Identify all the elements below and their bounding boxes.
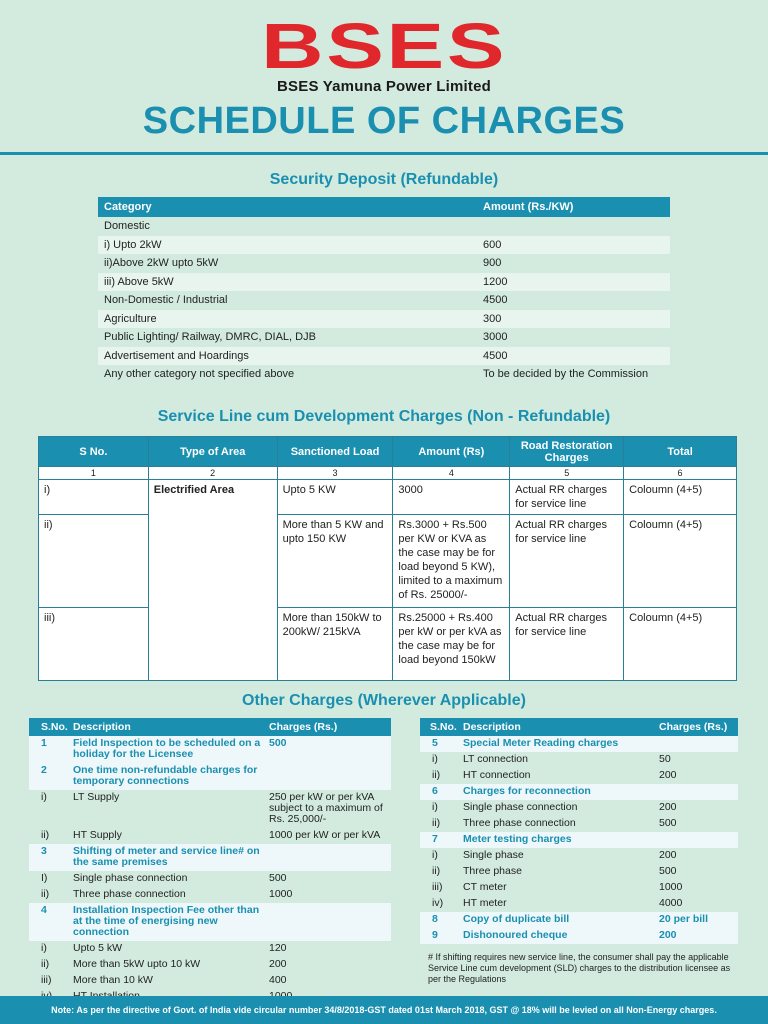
list-item xyxy=(29,844,391,871)
cell-amount: Rs.25000 + Rs.400 per kW or per kVA as the case may be for load beyond 150kW xyxy=(393,608,510,681)
company-logo xyxy=(0,10,768,95)
item-description: LT connection xyxy=(463,753,528,765)
item-description: Three phase connection xyxy=(463,817,576,829)
header-charges: Charges (Rs.) xyxy=(659,721,728,733)
item-number: ii) xyxy=(432,865,441,877)
list-item xyxy=(29,763,391,790)
cell-category: Domestic xyxy=(104,220,150,233)
header-charges: Charges (Rs.) xyxy=(269,721,338,733)
item-number: 2 xyxy=(41,764,47,776)
cell-load: Upto 5 KW xyxy=(277,480,393,515)
item-description: Copy of duplicate bill xyxy=(463,913,570,925)
item-description: HT connection xyxy=(463,769,531,781)
list-item xyxy=(420,832,738,848)
list-item xyxy=(29,887,391,903)
security-deposit-heading: Security Deposit (Refundable) xyxy=(269,171,499,188)
header-load: Sanctioned Load xyxy=(277,437,393,467)
item-number: i) xyxy=(41,942,47,954)
item-charge: 1000 per kW or per kVA xyxy=(269,829,381,841)
list-item xyxy=(29,903,391,941)
list-item xyxy=(29,736,391,763)
list-item xyxy=(420,784,738,800)
list-item xyxy=(420,864,738,880)
table-row xyxy=(98,310,670,329)
footnote: # If shifting requires new service line, the consumer shall pay the applicable Service Line cum development (SLD) charges to the distribution licensee as per the Regulations xyxy=(428,952,731,984)
list-item xyxy=(29,828,391,844)
item-charge: 500 xyxy=(269,872,287,884)
table-row xyxy=(98,291,670,310)
table-row xyxy=(39,608,737,681)
item-description: Three phase xyxy=(463,865,522,877)
brand-logo-text: BSES xyxy=(260,10,508,82)
table-row xyxy=(98,217,670,236)
cell-category: Non-Domestic / Industrial xyxy=(104,294,228,307)
table-header xyxy=(39,437,737,467)
header-amount: Amount (Rs) xyxy=(393,437,510,467)
list-item xyxy=(420,752,738,768)
item-number: ii) xyxy=(41,958,50,970)
cell-category: Any other category not specified above xyxy=(104,368,295,381)
column-number: 2 xyxy=(148,467,277,480)
service-line-heading: Service Line cum Development Charges (Non - Refundable) xyxy=(157,408,611,425)
cell-amount: 300 xyxy=(483,312,502,325)
gst-note-bar xyxy=(0,996,768,1024)
left-rows xyxy=(29,736,391,1005)
header-description: Description xyxy=(463,721,521,733)
table-row xyxy=(39,515,737,608)
table-row xyxy=(39,480,737,515)
cell-amount: 4500 xyxy=(483,294,508,307)
item-description: Single phase connection xyxy=(73,872,188,884)
cell-sno: i) xyxy=(39,480,149,515)
title-divider xyxy=(0,152,768,155)
item-description: Charges for reconnection xyxy=(463,785,591,797)
cell-category: iii) Above 5kW xyxy=(104,275,174,288)
column-numbers xyxy=(39,467,737,480)
cell-amount: 1200 xyxy=(483,275,508,288)
cell-amount: Rs.3000 + Rs.500 per KW or KVA as the case may be for load beyond 5 KW), limited to a maximum of Rs. 25000/- xyxy=(393,515,510,608)
item-description: Single phase connection xyxy=(463,801,578,813)
page-title: SCHEDULE OF CHARGES xyxy=(142,100,626,142)
item-number: i) xyxy=(432,849,438,861)
list-item xyxy=(29,941,391,957)
item-charge: 200 xyxy=(659,801,677,813)
item-number: ii) xyxy=(41,829,50,841)
right-rows xyxy=(420,736,738,944)
item-description: Three phase connection xyxy=(73,888,186,900)
cell-amount: 600 xyxy=(483,238,502,251)
cell-amount: To be decided by the Commission xyxy=(483,368,649,381)
item-number: 9 xyxy=(432,929,438,941)
item-description: Shifting of meter and service line# on the same premises xyxy=(73,845,260,868)
cell-rr: Actual RR charges for service line xyxy=(510,608,624,681)
item-charge: 20 per bill xyxy=(659,913,709,925)
item-charge: 200 xyxy=(659,769,677,781)
other-charges-right-table xyxy=(420,718,738,944)
item-description: CT meter xyxy=(463,881,507,893)
cell-category: i) Upto 2kW xyxy=(104,238,162,251)
cell-sno: ii) xyxy=(39,515,149,608)
item-charge: 4000 xyxy=(659,897,683,909)
item-description: Field Inspection to be scheduled on a holiday for the Licensee xyxy=(73,737,261,760)
table-row xyxy=(98,236,670,255)
item-number: i) xyxy=(41,791,47,803)
item-number: ii) xyxy=(41,888,50,900)
item-number: i) xyxy=(432,753,438,765)
header-road-restoration: Road Restoration Charges xyxy=(510,437,624,467)
item-number: 3 xyxy=(41,845,47,857)
item-description: Meter testing charges xyxy=(463,833,572,845)
list-item xyxy=(420,816,738,832)
item-charge: 400 xyxy=(269,974,287,986)
item-number: 1 xyxy=(41,737,47,749)
cell-rr: Actual RR charges for service line xyxy=(510,515,624,608)
cell-amount: 4500 xyxy=(483,349,508,362)
item-description: Single phase xyxy=(463,849,524,861)
list-item xyxy=(29,871,391,887)
column-number: 3 xyxy=(277,467,393,480)
item-description: Special Meter Reading charges xyxy=(463,737,619,749)
item-number: 7 xyxy=(432,833,438,845)
table-header xyxy=(420,718,738,736)
header-sno: S.No. xyxy=(430,721,457,733)
header-total: Total xyxy=(624,437,737,467)
list-item xyxy=(420,768,738,784)
list-item xyxy=(420,800,738,816)
list-item xyxy=(29,957,391,973)
item-charge: 1000 xyxy=(269,888,293,900)
item-charge: 500 xyxy=(659,817,677,829)
item-description: HT meter xyxy=(463,897,507,909)
item-number: i) xyxy=(432,801,438,813)
item-description: Installation Inspection Fee other than at the time of energising new connection xyxy=(73,904,260,938)
item-charge: 50 xyxy=(659,753,671,765)
item-number: 8 xyxy=(432,913,438,925)
item-charge: 1000 xyxy=(659,881,683,893)
cell-area: Electrified Area xyxy=(148,480,277,681)
cell-rr: Actual RR charges for service line xyxy=(510,480,624,515)
gst-note: Note: As per the directive of Govt. of India vide circular number 34/8/2018-GST dated 01st March 2018, GST @ 18% will be levied on all Non-Energy charges. xyxy=(51,1005,717,1015)
list-item xyxy=(420,880,738,896)
table-row xyxy=(98,254,670,273)
list-item xyxy=(420,928,738,944)
cell-amount: 3000 xyxy=(483,331,508,344)
item-number: 6 xyxy=(432,785,438,797)
cell-sno: iii) xyxy=(39,608,149,681)
cell-load: More than 150kW to 200kW/ 215kVA xyxy=(277,608,393,681)
item-description: More than 5kW upto 10 kW xyxy=(73,958,201,970)
cell-amount: 900 xyxy=(483,257,502,270)
cell-category: Public Lighting/ Railway, DMRC, DIAL, DJB xyxy=(104,331,316,344)
security-rows xyxy=(98,217,670,384)
company-name: BSES Yamuna Power Limited xyxy=(277,78,491,95)
item-charge: 200 xyxy=(659,849,677,861)
header-area: Type of Area xyxy=(148,437,277,467)
item-charge: 500 xyxy=(269,737,287,749)
cell-amount: 3000 xyxy=(393,480,510,515)
column-number: 1 xyxy=(39,467,149,480)
cell-load: More than 5 KW and upto 150 KW xyxy=(277,515,393,608)
cell-category: Advertisement and Hoardings xyxy=(104,349,249,362)
item-charge: 250 per kW or per kVA subject to a maximum of Rs. 25,000/- xyxy=(269,791,383,825)
header-category: Category xyxy=(104,201,152,213)
list-item xyxy=(29,973,391,989)
table-row xyxy=(98,365,670,384)
item-description: Dishonoured cheque xyxy=(463,929,568,941)
column-number: 6 xyxy=(624,467,737,480)
item-description: HT Supply xyxy=(73,829,122,841)
list-item xyxy=(420,848,738,864)
header-description: Description xyxy=(73,721,131,733)
item-charge: 200 xyxy=(269,958,287,970)
item-number: iv) xyxy=(432,897,444,909)
header-amount: Amount (Rs./KW) xyxy=(483,201,574,213)
cell-category: Agriculture xyxy=(104,312,157,325)
item-number: 4 xyxy=(41,904,47,916)
security-deposit-table xyxy=(98,197,670,384)
cell-category: ii)Above 2kW upto 5kW xyxy=(104,257,219,270)
other-charges-heading: Other Charges (Wherever Applicable) xyxy=(242,692,526,709)
item-description: Upto 5 kW xyxy=(73,942,123,954)
item-number: I) xyxy=(41,872,48,884)
item-number: 5 xyxy=(432,737,438,749)
table-row xyxy=(98,347,670,366)
column-number: 4 xyxy=(393,467,510,480)
item-number: iii) xyxy=(432,881,443,893)
header-sno: S.No. xyxy=(41,721,68,733)
list-item xyxy=(420,736,738,752)
item-description: LT Supply xyxy=(73,791,120,803)
item-number: ii) xyxy=(432,817,441,829)
cell-total: Coloumn (4+5) xyxy=(624,480,737,515)
cell-total: Coloumn (4+5) xyxy=(624,515,737,608)
table-header xyxy=(98,197,670,217)
table-row xyxy=(98,273,670,292)
item-number: iii) xyxy=(41,974,52,986)
item-number: ii) xyxy=(432,769,441,781)
item-charge: 120 xyxy=(269,942,287,954)
item-description: More than 10 kW xyxy=(73,974,153,986)
header-sno: S No. xyxy=(39,437,149,467)
item-description: One time non-refundable charges for temporary connections xyxy=(73,764,258,787)
list-item xyxy=(29,790,391,828)
other-charges-left-table xyxy=(29,718,391,1005)
item-charge: 200 xyxy=(659,929,677,941)
table-header xyxy=(29,718,391,736)
list-item xyxy=(420,896,738,912)
cell-total: Coloumn (4+5) xyxy=(624,608,737,681)
table-row xyxy=(98,328,670,347)
service-line-table xyxy=(38,436,737,681)
item-charge: 500 xyxy=(659,865,677,877)
list-item xyxy=(420,912,738,928)
column-number: 5 xyxy=(510,467,624,480)
